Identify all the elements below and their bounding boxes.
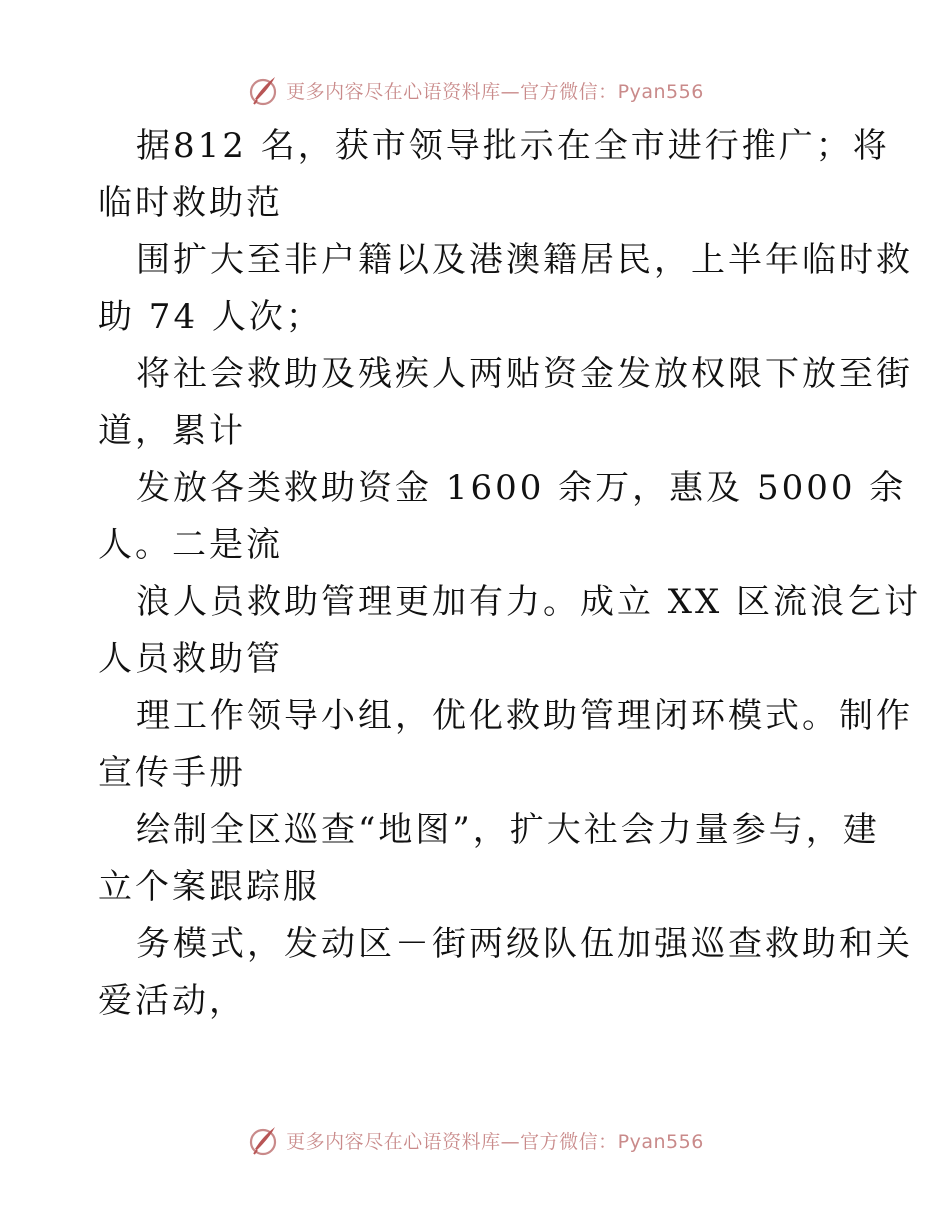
- body-line: 临时救助范: [98, 183, 283, 223]
- footer-watermark-text: 更多内容尽在心语资料库—官方微信：Pyan556: [286, 1130, 704, 1153]
- footer-watermark: [0, 1118, 950, 1162]
- body-line: 务模式，发动区－街两级队伍加强巡查救助和关: [136, 924, 913, 964]
- body-line: 理工作领导小组，优化救助管理闭环模式。制作: [136, 696, 913, 736]
- body-line: 爱活动，: [98, 981, 246, 1021]
- document-body: [98, 118, 922, 1030]
- body-line: 人。二是流: [98, 525, 283, 565]
- body-line: 人员救助管: [98, 639, 283, 679]
- header-watermark-text: 更多内容尽在心语资料库—官方微信：Pyan556: [286, 80, 704, 103]
- body-line: 宣传手册: [98, 753, 246, 793]
- body-line: 围扩大至非户籍以及港澳籍居民，上半年临时救: [136, 240, 913, 280]
- quill-pen-logo-icon: [246, 1123, 280, 1157]
- body-line: 立个案跟踪服: [98, 867, 320, 907]
- body-line: 将社会救助及残疾人两贴资金发放权限下放至街: [136, 354, 913, 394]
- body-line: 据812 名，获市领导批示在全市进行推广；将: [136, 126, 890, 166]
- quill-pen-logo-icon: [246, 73, 280, 107]
- header-watermark: [0, 68, 950, 112]
- body-line: 浪人员救助管理更加有力。成立 XX 区流浪乞讨: [136, 582, 922, 622]
- body-line: 助 74 人次；: [98, 297, 323, 337]
- body-line: 道，累计: [98, 411, 246, 451]
- body-line: 绘制全区巡查“地图”，扩大社会力量参与，建: [136, 810, 880, 850]
- body-line: 发放各类救助资金 1600 余万，惠及 5000 余: [136, 468, 907, 508]
